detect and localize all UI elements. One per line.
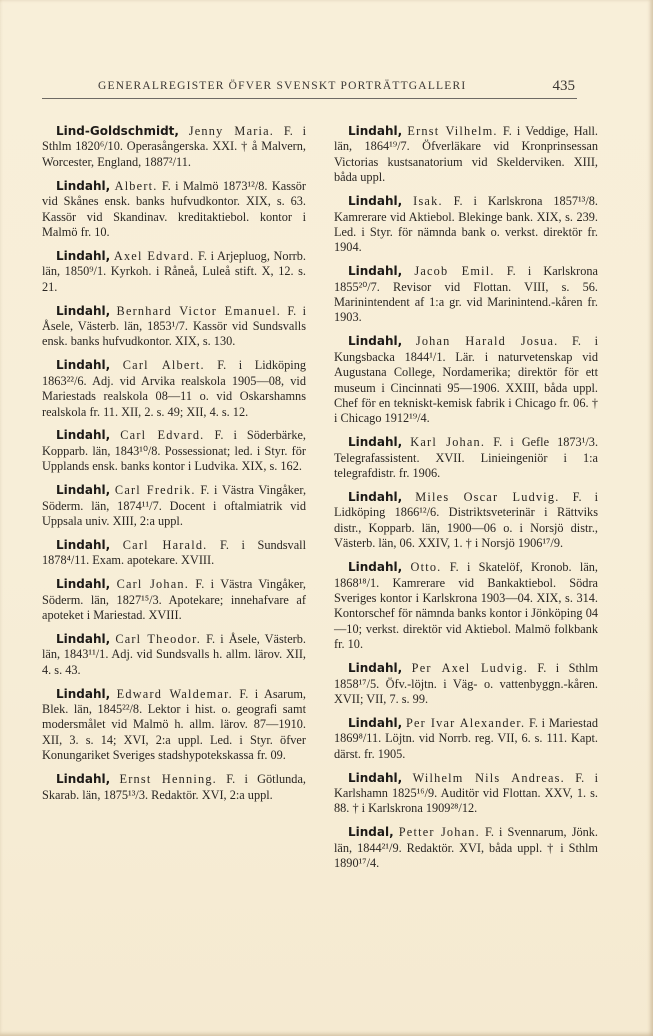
entry-surname: Lindahl, (56, 303, 111, 318)
entry-surname: Lindahl, (348, 715, 403, 730)
register-entry (42, 538, 306, 569)
entry-surname: Lindahl, (56, 358, 111, 373)
entry-surname: Lindahl, (56, 537, 111, 552)
register-entry (42, 632, 306, 678)
register-entry (42, 179, 306, 241)
register-entry (42, 772, 306, 803)
entry-surname: Lindahl, (56, 178, 111, 193)
register-entry (334, 124, 598, 186)
register-entry (334, 334, 598, 426)
entry-biography: F. i Sthlm 1858¹⁷/5. Öfv.-löjtn. i Väg- o. vattenbyggn.-kåren. XVII; VII, 7. s. 99. (334, 661, 599, 706)
entry-surname: Lindahl, (348, 490, 403, 505)
entry-surname: Lindahl, (56, 772, 111, 787)
entry-biography: F. i Lidköping 1866¹²/6. Distriktsveterinär i Rättviks distr., Kopparb. län, 1900—06 o. i Norsjö distr., Västerb. län, 06. XXIV, 1. † i Norsjö 1906¹⁷/9. (334, 490, 598, 551)
entry-surname: Lindahl, (348, 435, 403, 450)
entry-given-names: Per Ivar Alexander. (405, 715, 526, 730)
entry-given-names: Ernst Henning. (119, 772, 217, 787)
entry-biography: F. i Karlskrona 1857¹³/8. Kamrerare vid Aktiebol. Blekinge bank. XIX, s. 239. Led. i Styr. för nämnda bank o. verkst. direktör fr. 1904. (334, 194, 598, 255)
entry-biography: F. i Sthlm 1820⁶/10. Operasångerska. XXI. † å Malvern, Worcester, England, 1887²/11. (42, 124, 306, 169)
entry-surname: Lindahl, (348, 194, 403, 209)
entry-biography: F. i Skatelöf, Kronob. län, 1868¹⁸/1. Kamrerare vid Bankaktiebol. Södra Sveriges kontor i Karlskrona 1903—04. XIX, s. 314. Kontorschef för nämnda banks kontor i Jönköping 04—10; verkst. direktör vid Aktiebol. Malmö folkbank fr. 10. (334, 560, 599, 652)
entry-surname: Lindahl, (56, 428, 111, 443)
register-entry (42, 687, 306, 764)
entry-biography: F. i Veddige, Hall. län, 1864¹⁹/7. Öfverläkare vid Kronprinsessan Victorias kustsanatorium vid Skelderviken. XIII, båda uppl. (334, 124, 599, 185)
register-entry (42, 483, 306, 529)
entry-given-names: Axel Edvard. (113, 248, 195, 263)
entry-biography: F. i Västra Vingåker, Söderm. län, 1827¹⁵/3. Apotekare; innehafvare af apoteket i Mariestad. XVIII. (42, 577, 306, 622)
page-number: 435 (552, 78, 575, 94)
header-title: GENERALREGISTER ÖFVER SVENSKT PORTRÄTTGALLERI (98, 80, 467, 92)
register-entry (334, 716, 598, 762)
register-entry (334, 560, 598, 652)
register-entry (42, 124, 306, 170)
register-entry (334, 194, 598, 256)
entry-surname: Lindahl, (56, 686, 111, 701)
entry-surname: Lind-Goldschmidt, (56, 124, 179, 138)
entry-given-names: Per Axel Ludvig. (411, 661, 528, 676)
entry-surname: Lindahl, (348, 661, 403, 676)
entry-surname: Lindahl, (56, 631, 111, 646)
entry-biography: F. i Västra Vingåker, Söderm. län, 1874¹¹/7. Docent i oftalmiatrik vid Uppsala univ. XIII, 2:a uppl. (42, 483, 307, 528)
entry-given-names: Petter Johan. (398, 825, 480, 840)
entry-biography: F. i Lidköping 1863²²/6. Adj. vid Arvika realskola 1905—08, vid Mariestads realskola 08—11 o. vid Oskarshamns realskola fr. 11. XII, 2. s. 49; XII, 4. s. 12. (42, 358, 306, 419)
register-entry (334, 264, 598, 326)
register-entry (334, 490, 598, 552)
entry-biography: F. i Sundsvall 1878⁴/11. Exam. apotekare. XVIII. (42, 537, 306, 568)
register-entry (42, 428, 306, 474)
entry-biography: F. i Karlskrona 1855²⁰/7. Revisor vid Flottan. VIII, s. 56. Marinintendent af 1:a gr. vid Marinintend.-kåren fr. 1903. (334, 264, 598, 325)
entry-biography: F. i Mariestad 1869⁸/11. Löjtn. vid Norrb. reg. VII, 6. s. 111. Kapt. därst. fr. 1905. (334, 715, 598, 761)
entry-surname: Lindahl, (348, 560, 403, 575)
register-entry (334, 435, 598, 481)
entry-surname: Lindahl, (348, 770, 403, 785)
running-header (42, 78, 577, 99)
entry-biography: F. i Kungsbacka 1844¹/1. Lär. i naturvetenskap vid Augustana College, Nordamerika; direktör för ett museum i Cincinnati 95—1906. XXIII, båda uppl. Chef för en tekniskt-kemisk fabrik i Chicago fr. 06. † i Chicago 1912¹⁹/4. (334, 334, 598, 426)
entry-biography: F. i Karlshamn 1825¹⁶/9. Auditör vid Flottan. XXV, 1. s. 88. † i Karlskrona 1909²⁸/12. (334, 770, 598, 816)
entry-given-names: Isak. (413, 194, 443, 209)
entry-biography: F. i Asarum, Blek. län, 1845²²/8. Lektor i hist. o. geografi samt modersmålet vid Malmö h. allm. lärov. 87—1910. XII, 3. s. 14; XVI, 2:a uppl. Led. i Styr. öfver Konungariket Sveriges stadshypotekskassa fr. 09. (42, 686, 306, 763)
entry-given-names: Carl Albert. (122, 358, 205, 373)
entry-surname: Lindahl, (56, 577, 111, 592)
right-column (334, 124, 598, 880)
entry-given-names: Edward Waldemar. (116, 686, 233, 701)
entry-given-names: Jenny Maria. (188, 124, 275, 138)
entry-given-names: Carl Theodor. (115, 631, 202, 646)
left-column (42, 124, 306, 811)
entry-surname: Lindal, (348, 825, 394, 840)
entry-biography: F. i Götlunda, Skarab. län, 1875¹³/3. Redaktör. XVI, 2:a uppl. (42, 772, 306, 802)
entry-surname: Lindahl, (348, 124, 403, 138)
register-entry (42, 304, 306, 350)
entry-given-names: Carl Johan. (116, 577, 190, 592)
register-entry (334, 771, 598, 817)
entry-biography: F. i Gefle 1873¹/3. Telegrafassistent. XVII. Linieingeniör i 1:a telegrafdistr. fr. 1906. (334, 435, 599, 481)
entry-given-names: Karl Johan. (410, 435, 486, 450)
register-entry (42, 358, 306, 420)
entry-given-names: Johan Harald Josua. (415, 334, 559, 349)
register-entry (334, 825, 598, 871)
entry-surname: Lindahl, (56, 248, 111, 263)
entry-given-names: Bernhard Victor Emanuel. (116, 303, 281, 318)
register-entry (334, 661, 598, 707)
entry-given-names: Carl Fredrik. (114, 483, 196, 498)
entry-given-names: Albert. (114, 178, 158, 193)
entry-surname: Lindahl, (348, 264, 403, 279)
entry-biography: F. i Åsele, Västerb. län, 1843¹¹/1. Adj. vid Sundsvalls h. allm. lärov. XII, 4. s. 43. (42, 631, 306, 677)
entry-biography: F. i Svennarum, Jönk. län, 1844²¹/9. Redaktör. XVI, båda uppl. † i Sthlm 1890¹⁷/4. (334, 825, 598, 871)
entry-given-names: Jacob Emil. (414, 264, 495, 279)
entry-given-names: Ernst Vilhelm. (407, 124, 498, 138)
entry-biography: F. i Malmö 1873¹²/8. Kassör vid Skånes ensk. banks hufvudkontor. XIX, s. 63. Kassör vid Skandinav. kreditaktiebol. kontor i Malmö fr. 10. (42, 178, 307, 239)
entry-surname: Lindahl, (348, 334, 403, 349)
entry-given-names: Carl Harald. (122, 537, 208, 552)
entry-given-names: Carl Edvard. (120, 428, 205, 443)
register-entry (42, 249, 306, 295)
register-entry (42, 577, 306, 623)
entry-surname: Lindahl, (56, 483, 111, 498)
entry-biography: F. i Söderbärke, Kopparb. län, 1843¹⁰/8. Possessionat; led. i Styr. för Upplands ensk. banks kontor i Ludvika. XIX, s. 162. (42, 428, 307, 474)
entry-given-names: Miles Oscar Ludvig. (415, 490, 560, 505)
entry-given-names: Wilhelm Nils Andreas. (412, 770, 565, 785)
entry-biography: F. i Åsele, Västerb. län, 1853¹/7. Kassör vid Sundsvalls ensk. banks hufvudkontor. XIX, s. 130. (42, 303, 306, 349)
entry-biography: F. i Arjepluog, Norrb. län, 1850⁹/1. Kyrkoh. i Råneå, Luleå stift. X, 12. s. 21. (42, 248, 306, 294)
entry-given-names: Otto. (410, 560, 442, 575)
